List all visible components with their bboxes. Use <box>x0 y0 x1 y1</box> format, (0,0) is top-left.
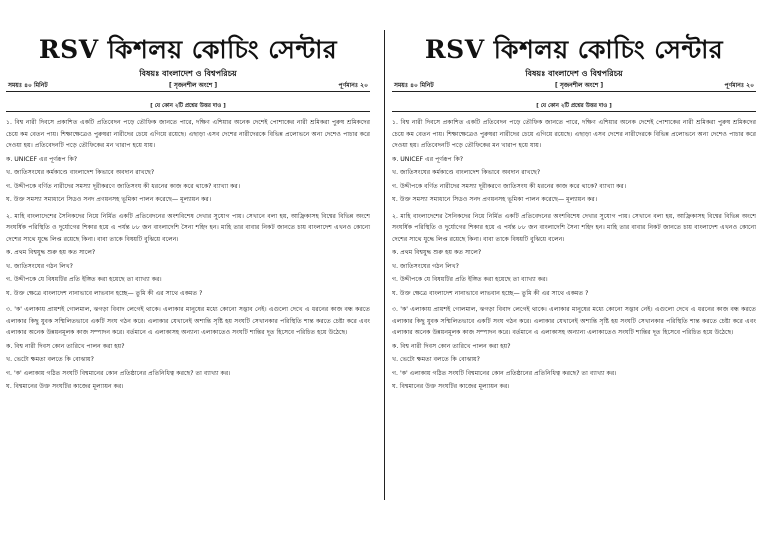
question-stem: ৩. 'ক' এলাকায় প্রায়শই গোলমাল, ঝগড়া বিবাদ লেগেই থাকে। এলাকার মানুষের মধ্যে কোনো সদ্ভাব নেই। এগুলো দেখে এ ধরনের কাজ বন্ধ করতে এলাকার কিছু যুবক সম্মিলিতভাবে একটি সংঘ গঠন করে। এলাকার যেখানেই অশান্তি সৃষ্টি হয় সংঘটি সেখানকার পরিস্থিতি শান্ত করতে চেষ্টা করে এবং এলাকার অনেক উন্নয়নমূলক কাজ সম্পাদন করে। বর্তমানে এ এলাকাসহ অন্যান্য এলাকাতেও সংঘটি শান্তির দূত হিসেবে পরিচিত হয়ে উঠেছে। <box>392 306 756 336</box>
sub-question-kha: খ. ভেটো ক্ষমতা বলতে কি বোঝায়? <box>392 356 480 363</box>
sub-question-ga: গ. উদ্দীপকে বর্ণিত নারীদের সমস্যা দূরীকরণে জাতিসংঘ কী ধরনের কাজ করে থাকে? ব্যাখ্যা কর। <box>6 182 241 190</box>
sub-question-kha: খ. ভেটো ক্ষমতা বলতে কি বোঝায়? <box>6 356 94 363</box>
question-stem: ১. বিশ্ব নারী দিবসে প্রকাশিত একটি প্রতিবেদন পড়ে তৌফিক জানতে পারে, দক্ষিণ এশিয়ার অনেক দেশেই পোশাকের নারী শ্রমিকরা পুরুষ শ্রমিকদের চেয়ে কম বেতন পায়। শিক্ষাক্ষেত্রেও পুরুষরা নারীদের চেয়ে এগিয়ে রয়েছে। এছাড়া এসব দেশের নারীদেরকে বিভিন্ন প্রলোভনে অন্য দেশেও পাচার করে দেওয়া হয়। প্রতিবেদনটি পড়ে তৌফিকের মন খারাপ হয়ে যায়। <box>6 119 370 149</box>
time-label: সময়ঃ ৪০ মিনিট <box>8 82 48 89</box>
sub-question-ka: ক. UNICEF এর পূর্ণরূপ কি? <box>6 155 78 163</box>
subject-line: বিষয়ঃ বাংলাদেশ ও বিশ্বপরিচয় <box>525 69 623 78</box>
question-2 <box>6 211 370 300</box>
exam-meta <box>392 81 756 92</box>
question-3 <box>392 304 756 393</box>
question-1 <box>6 117 370 206</box>
sub-question-ga: গ. উদ্দীপকে যে বিষয়টির প্রতি ইঙ্গিত করা হয়েছে তা ব্যাখ্যা কর। <box>6 276 162 283</box>
sub-question-kha: খ. জাতিসংঘের কর্মকাণ্ডে বাংলাদেশ কিভাবে অবদান রাখছে? <box>392 169 541 176</box>
marks-label: পূর্ণমানঃ ২০ <box>338 82 368 89</box>
sub-question-ga: গ. 'ক' এলাকায় গঠিত সংঘটি বিশ্বমানের কোন প্রতিষ্ঠানের প্রতিনিধিত্ব করছে? তা ব্যাখ্যা কর। <box>6 369 231 377</box>
sub-question-ka: ক. UNICEF এর পূর্ণরূপ কি? <box>392 155 464 163</box>
instruction-row <box>6 92 370 112</box>
sub-question-gha: ঘ. উক্ত ক্ষেত্রে বাংলাদেশ নানাভাবে লাভবান হচ্ছে— তুমি কী এর সাথে একমত ? <box>392 289 589 297</box>
sub-question-ga: গ. 'ক' এলাকায় গঠিত সংঘটি বিশ্বমানের কোন প্রতিষ্ঠানের প্রতিনিধিত্ব করছে? তা ব্যাখ্যা কর। <box>392 369 617 377</box>
sub-question-kha: খ. জাতিসংঘের গঠন লিখ? <box>6 262 73 270</box>
sub-question-ga: গ. উদ্দীপকে বর্ণিত নারীদের সমস্যা দূরীকরণে জাতিসংঘ কী ধরনের কাজ করে থাকে? ব্যাখ্যা কর। <box>392 182 627 190</box>
instruction-text: [ যে কোন ২টি প্রশ্নের উত্তর দাও ] <box>536 103 612 109</box>
sub-question-kha: খ. জাতিসংঘের কর্মকাণ্ডে বাংলাদেশ কিভাবে অবদান রাখছে? <box>6 169 155 176</box>
question-stem: ৩. 'ক' এলাকায় প্রায়শই গোলমাল, ঝগড়া বিবাদ লেগেই থাকে। এলাকার মানুষের মধ্যে কোনো সদ্ভাব নেই। এগুলো দেখে এ ধরনের কাজ বন্ধ করতে এলাকার কিছু যুবক সম্মিলিতভাবে একটি সংঘ গঠন করে। এলাকার যেখানেই অশান্তি সৃষ্টি হয় সংঘটি সেখানকার পরিস্থিতি শান্ত করতে চেষ্টা করে এবং এলাকার অনেক উন্নয়নমূলক কাজ সম্পাদন করে। বর্তমানে এ এলাকাসহ অন্যান্য এলাকাতেও সংঘটি শান্তির দূত হিসেবে পরিচিত হয়ে উঠেছে। <box>6 306 370 336</box>
sub-question-gha: ঘ. বিশ্বমানের উক্ত সংঘটির কাজের মূল্যায়ন কর। <box>6 383 124 390</box>
subject-line: বিষয়ঃ বাংলাদেশ ও বিশ্বপরিচয় <box>139 69 237 78</box>
coaching-title: RSV কিশলয় কোচিং সেন্টার <box>38 35 338 64</box>
section-label: [ সৃজনশীল অংশে ] <box>555 82 604 89</box>
question-3 <box>6 304 370 393</box>
sub-question-ka: ক. প্রথম বিশ্বযুদ্ধ শুরু হয় কত সালে? <box>6 249 96 256</box>
marks-label: পূর্ণমানঃ ২০ <box>724 82 754 89</box>
sub-question-gha: ঘ. বিশ্বমানের উক্ত সংঘটির কাজের মূল্যায়ন কর। <box>392 383 510 390</box>
instruction-row <box>392 92 756 112</box>
sub-question-ka: ক. বিশ্ব নারী দিবস কোন তারিখে পালন করা হয়? <box>6 342 125 350</box>
page-divider <box>384 30 385 500</box>
question-sheet-left <box>6 30 370 393</box>
question-sheet-right <box>392 30 756 393</box>
sub-question-ga: গ. উদ্দীপকে যে বিষয়টির প্রতি ইঙ্গিত করা হয়েছে তা ব্যাখ্যা কর। <box>392 276 548 283</box>
sub-question-gha: ঘ. উক্ত সমস্যা সমাধানে সিডও সনদ প্রণয়নসহ ভূমিকা পালন করেছে— মূল্যায়ন কর। <box>6 196 212 203</box>
time-label: সময়ঃ ৪০ মিনিট <box>394 82 434 89</box>
section-label: [ সৃজনশীল অংশে ] <box>169 82 218 89</box>
sub-question-kha: খ. জাতিসংঘের গঠন লিখ? <box>392 262 459 270</box>
sub-question-gha: ঘ. উক্ত ক্ষেত্রে বাংলাদেশ নানাভাবে লাভবান হচ্ছে— তুমি কী এর সাথে একমত ? <box>6 289 203 297</box>
question-stem: ১. বিশ্ব নারী দিবসে প্রকাশিত একটি প্রতিবেদন পড়ে তৌফিক জানতে পারে, দক্ষিণ এশিয়ার অনেক দেশেই পোশাকের নারী শ্রমিকরা পুরুষ শ্রমিকদের চেয়ে কম বেতন পায়। শিক্ষাক্ষেত্রেও পুরুষরা নারীদের চেয়ে এগিয়ে রয়েছে। এছাড়া এসব দেশের নারীদেরকে বিভিন্ন প্রলোভনে অন্য দেশেও পাচার করে দেওয়া হয়। প্রতিবেদনটি পড়ে তৌফিকের মন খারাপ হয়ে যায়। <box>392 119 756 149</box>
question-stem: ২. মাহি বাংলাদেশের সৈনিকদের নিয়ে নির্মিত একটি প্রতিবেদনের অংশবিশেষ দেখার সুযোগ পায়। সেখানে বলা হয়, আফ্রিকাসহ বিশ্বের বিভিন্ন অংশে সংঘর্ষিক পরিস্থিতি ও দুর্যোগের শিকার হয়ে এ পর্যন্ত ৮৮ জন বাংলাদেশি সৈন্য শহিদ হন। মাহি তার বাবার নিকট জানতে চায় বাংলাদেশ এখনও কোনো দেশের সাথে যুদ্ধে লিপ্ত রয়েছে কিনা। বাবা তাকে বিষয়টি বুঝিয়ে বলেন। <box>392 212 756 243</box>
coaching-title: RSV কিশলয় কোচিং সেন্টার <box>424 35 724 64</box>
sub-question-ka: ক. প্রথম বিশ্বযুদ্ধ শুরু হয় কত সালে? <box>392 249 482 256</box>
question-1 <box>392 117 756 206</box>
instruction-text: [ যে কোন ২টি প্রশ্নের উত্তর দাও ] <box>150 103 226 109</box>
question-stem: ২. মাহি বাংলাদেশের সৈনিকদের নিয়ে নির্মিত একটি প্রতিবেদনের অংশবিশেষ দেখার সুযোগ পায়। সেখানে বলা হয়, আফ্রিকাসহ বিশ্বের বিভিন্ন অংশে সংঘর্ষিক পরিস্থিতি ও দুর্যোগের শিকার হয়ে এ পর্যন্ত ৮৮ জন বাংলাদেশি সৈন্য শহিদ হন। মাহি তার বাবার নিকট জানতে চায় বাংলাদেশ এখনও কোনো দেশের সাথে যুদ্ধে লিপ্ত রয়েছে কিনা। বাবা তাকে বিষয়টি বুঝিয়ে বলেন। <box>6 212 370 243</box>
exam-meta <box>6 81 370 92</box>
sub-question-gha: ঘ. উক্ত সমস্যা সমাধানে সিডও সনদ প্রণয়নসহ ভূমিকা পালন করেছে— মূল্যায়ন কর। <box>392 196 598 203</box>
sub-question-ka: ক. বিশ্ব নারী দিবস কোন তারিখে পালন করা হয়? <box>392 342 511 350</box>
question-2 <box>392 211 756 300</box>
